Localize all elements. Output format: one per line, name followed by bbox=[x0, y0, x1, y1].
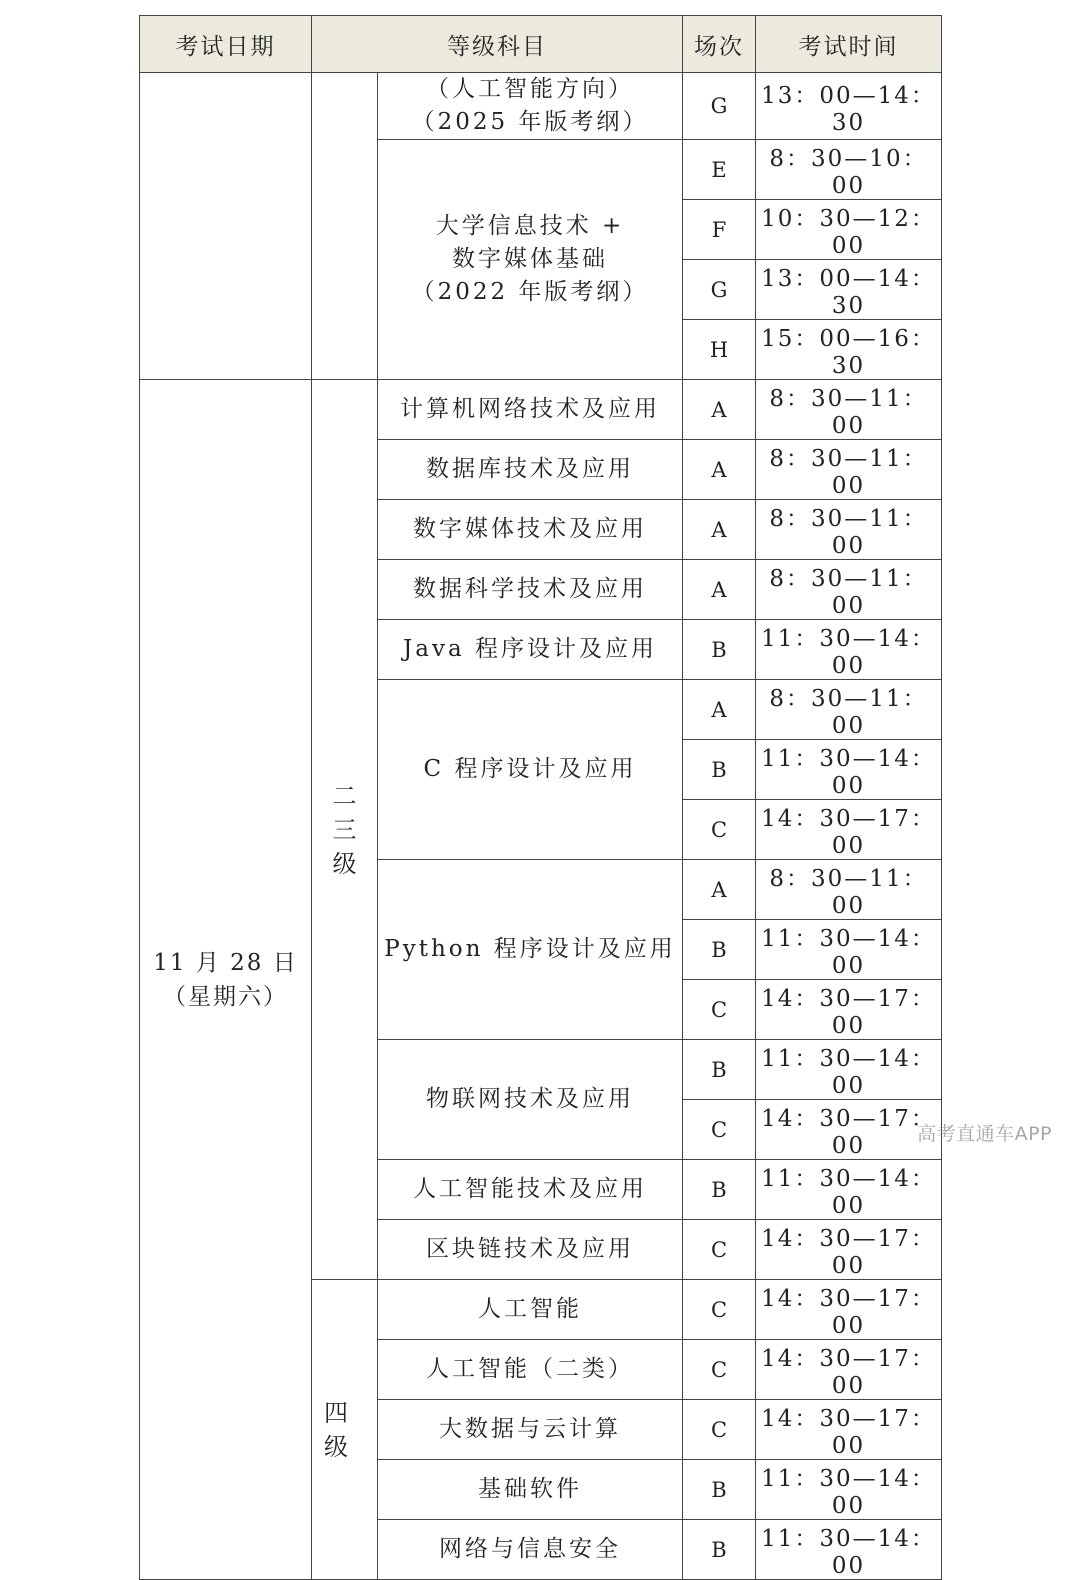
schedule-body bbox=[140, 16, 942, 1580]
time-cell: 14：30—17：00 bbox=[756, 980, 942, 1040]
subject-line: 数字媒体基础 bbox=[452, 246, 608, 272]
subject-cell: 人工智能技术及应用 bbox=[378, 1160, 683, 1220]
header-row bbox=[140, 16, 942, 73]
session-cell: B bbox=[683, 920, 756, 980]
subject-cell bbox=[378, 140, 683, 380]
session-cell: B bbox=[683, 620, 756, 680]
level-cell-4 bbox=[312, 1280, 378, 1580]
subject-cell: 人工智能（二类） bbox=[378, 1340, 683, 1400]
session-cell: C bbox=[683, 800, 756, 860]
session-cell: B bbox=[683, 740, 756, 800]
time-cell: 11：30—14：00 bbox=[756, 920, 942, 980]
level-cell-empty bbox=[312, 73, 378, 380]
table-row bbox=[140, 380, 942, 440]
time-cell: 10：30—12：00 bbox=[756, 200, 942, 260]
level-char: 四 bbox=[324, 1398, 348, 1427]
subject-cell bbox=[378, 73, 683, 140]
subject-cell: 区块链技术及应用 bbox=[378, 1220, 683, 1280]
session-cell: A bbox=[683, 380, 756, 440]
subject-cell: 人工智能 bbox=[378, 1280, 683, 1340]
time-cell: 14：30—17：00 bbox=[756, 1280, 942, 1340]
session-cell: B bbox=[683, 1160, 756, 1220]
time-cell: 11：30—14：00 bbox=[756, 1520, 942, 1580]
time-cell: 13：00—14：30 bbox=[756, 260, 942, 320]
subject-cell: 大数据与云计算 bbox=[378, 1400, 683, 1460]
time-cell: 8：30—10：00 bbox=[756, 140, 942, 200]
exam-schedule-table bbox=[139, 15, 941, 1579]
session-cell: A bbox=[683, 500, 756, 560]
subject-cell: 网络与信息安全 bbox=[378, 1520, 683, 1580]
header-session: 场次 bbox=[683, 16, 756, 73]
header-exam-time: 考试时间 bbox=[756, 16, 942, 73]
session-cell: F bbox=[683, 200, 756, 260]
subject-cell: Java 程序设计及应用 bbox=[378, 620, 683, 680]
exam-date-line: 11 月 28 日 bbox=[153, 949, 298, 976]
time-cell: 14：30—17：00 bbox=[756, 800, 942, 860]
session-cell: C bbox=[683, 1100, 756, 1160]
session-cell: E bbox=[683, 140, 756, 200]
session-cell: B bbox=[683, 1040, 756, 1100]
header-exam-date: 考试日期 bbox=[140, 16, 312, 73]
session-cell: C bbox=[683, 1400, 756, 1460]
schedule-table bbox=[139, 15, 942, 1580]
time-cell: 8：30—11：00 bbox=[756, 440, 942, 500]
subject-cell: 物联网技术及应用 bbox=[378, 1040, 683, 1160]
exam-date-cell bbox=[140, 380, 312, 1580]
time-cell: 14：30—17：00 bbox=[756, 1400, 942, 1460]
time-cell: 8：30—11：00 bbox=[756, 680, 942, 740]
time-cell: 11：30—14：00 bbox=[756, 740, 942, 800]
time-cell: 8：30—11：00 bbox=[756, 860, 942, 920]
time-cell: 11：30—14：00 bbox=[756, 1160, 942, 1220]
time-cell: 15：00—16：30 bbox=[756, 320, 942, 380]
subject-line: （2025 年版考纲） bbox=[411, 109, 649, 135]
subject-cell: Python 程序设计及应用 bbox=[378, 860, 683, 1040]
session-cell: G bbox=[683, 73, 756, 140]
subject-cell: 数字媒体技术及应用 bbox=[378, 500, 683, 560]
session-cell: A bbox=[683, 560, 756, 620]
time-cell: 8：30—11：00 bbox=[756, 560, 942, 620]
subject-line: 大学信息技术 + bbox=[435, 213, 625, 239]
exam-date-line: （星期六） bbox=[163, 983, 288, 1010]
session-cell: B bbox=[683, 1460, 756, 1520]
time-cell: 13：00—14：30 bbox=[756, 73, 942, 140]
header-level-subject: 等级科目 bbox=[312, 16, 683, 73]
session-cell: C bbox=[683, 1340, 756, 1400]
time-cell: 14：30—17：00 bbox=[756, 1340, 942, 1400]
time-cell: 11：30—14：00 bbox=[756, 1460, 942, 1520]
time-cell: 14：30—17：00 bbox=[756, 1100, 942, 1160]
time-cell: 14：30—17：00 bbox=[756, 1220, 942, 1280]
time-cell: 8：30—11：00 bbox=[756, 500, 942, 560]
session-cell: A bbox=[683, 680, 756, 740]
session-cell: A bbox=[683, 440, 756, 500]
subject-cell: 数据库技术及应用 bbox=[378, 440, 683, 500]
subject-cell: 计算机网络技术及应用 bbox=[378, 380, 683, 440]
level-char: 级 bbox=[324, 1432, 348, 1461]
subject-cell: 数据科学技术及应用 bbox=[378, 560, 683, 620]
subject-line: （人工智能方向） bbox=[426, 76, 634, 102]
exam-date-cell-empty bbox=[140, 73, 312, 380]
session-cell: C bbox=[683, 1280, 756, 1340]
session-cell: C bbox=[683, 1220, 756, 1280]
subject-cell: 基础软件 bbox=[378, 1460, 683, 1520]
subject-cell: C 程序设计及应用 bbox=[378, 680, 683, 860]
time-cell: 11：30—14：00 bbox=[756, 620, 942, 680]
level-char: 三 bbox=[332, 815, 357, 844]
session-cell: G bbox=[683, 260, 756, 320]
session-cell: A bbox=[683, 860, 756, 920]
time-cell: 11：30—14：00 bbox=[756, 1040, 942, 1100]
level-char: 级 bbox=[332, 849, 357, 878]
subject-line: （2022 年版考纲） bbox=[411, 279, 649, 305]
session-cell: H bbox=[683, 320, 756, 380]
table-row bbox=[140, 73, 942, 140]
watermark: 高考直通车APP bbox=[917, 1123, 1052, 1145]
session-cell: C bbox=[683, 980, 756, 1040]
time-cell: 8：30—11：00 bbox=[756, 380, 942, 440]
session-cell: B bbox=[683, 1520, 756, 1580]
level-char: 二 bbox=[332, 781, 357, 810]
level-cell-2-3 bbox=[312, 380, 378, 1280]
